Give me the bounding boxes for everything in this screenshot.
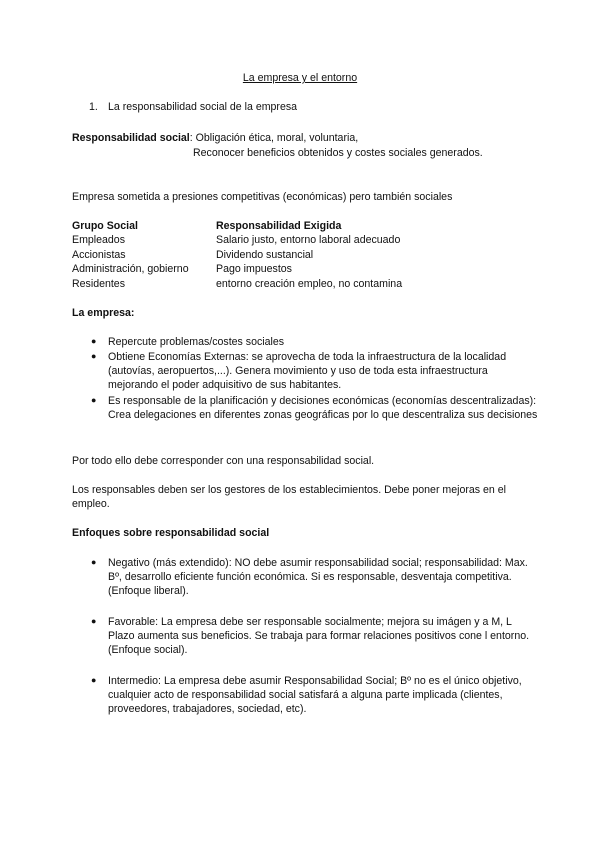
empresa-heading: La empresa: [72,307,135,319]
table-cell-responsibility: Pago impuestos [216,263,292,275]
list-item: Obtiene Economías Externas: se aprovecha de toda la infraestructura de la localidad (autovías, aeropuertos,...). Genera movimiento y uso de toda esta infraestructura mejorando el poder adquisitivo de sus habitantes. [108,351,507,391]
numbered-item-number: 1. [89,101,98,113]
table-cell-group: Empleados [72,234,125,246]
table-cell-group: Residentes [72,278,125,290]
bullet-dot-icon: ● [91,557,97,567]
table-cell-responsibility: Salario justo, entorno laboral adecuado [216,234,401,246]
table-cell-responsibility: Dividendo sustancial [216,249,314,261]
table-cell-group: Accionistas [72,249,126,261]
paragraph-responsibility: Por todo ello debe corresponder con una responsabilidad social. [72,455,375,467]
paragraph-managers: Los responsables deben ser los gestores de los establecimientos. Debe poner mejoras en el empleo. [72,484,507,510]
bullet-dot-icon: ● [91,351,97,361]
definition-text-1: Obligación ética, moral, voluntaria, [192,132,359,144]
bullet-dot-icon: ● [91,616,97,626]
page-title: La empresa y el entorno [242,72,358,84]
pressure-paragraph: Empresa sometida a presiones competitivas (económicas) pero también sociales [72,191,453,203]
bullet-dot-icon: ● [91,675,97,685]
numbered-item-text: La responsabilidad social de la empresa [108,101,298,113]
list-item: Repercute problemas/costes sociales [108,336,285,348]
definition-line [72,132,358,144]
table-header-group: Grupo Social [72,220,138,232]
list-item: Es responsable de la planificación y decisiones económicas (economías descentralizadas): Crea delegaciones en diferentes zonas geográficas por lo que descentraliza sus decisiones [108,395,538,421]
table-header-responsibility: Responsabilidad Exigida [216,220,342,232]
bullet-dot-icon: ● [91,336,97,346]
table-cell-group: Administración, gobierno [72,263,189,275]
list-item: Negativo (más extendido): NO debe asumir responsabilidad social; responsabilidad: Max. Bº, desarrollo eficiente función económica. Si es responsable, desventaja competitiva. (Enfoque liberal). [108,557,528,597]
definition-text-2: Reconocer beneficios obtenidos y costes sociales generados. [193,147,483,159]
table-cell-responsibility: entorno creación empleo, no contamina [216,278,403,290]
definition-colon: : [189,132,193,144]
list-item: Favorable: La empresa debe ser responsable socialmente; mejora su imágen y a M, L Plazo aumenta sus beneficios. Se trabaja para formar relaciones positivos cone l entorno. (Enfoque social). [108,616,530,656]
definition-term: Responsabilidad social [72,132,190,144]
list-item: Intermedio: La empresa debe asumir Responsabilidad Social; Bº no es el único objetivo, cualquier acto de responsabilidad social satisfará a alguna parte implicada (clientes, proveedores, trabajadores, sociedad, etc). [108,675,522,715]
bullet-dot-icon: ● [91,395,97,405]
enfoques-heading: Enfoques sobre responsabilidad social [72,527,270,539]
